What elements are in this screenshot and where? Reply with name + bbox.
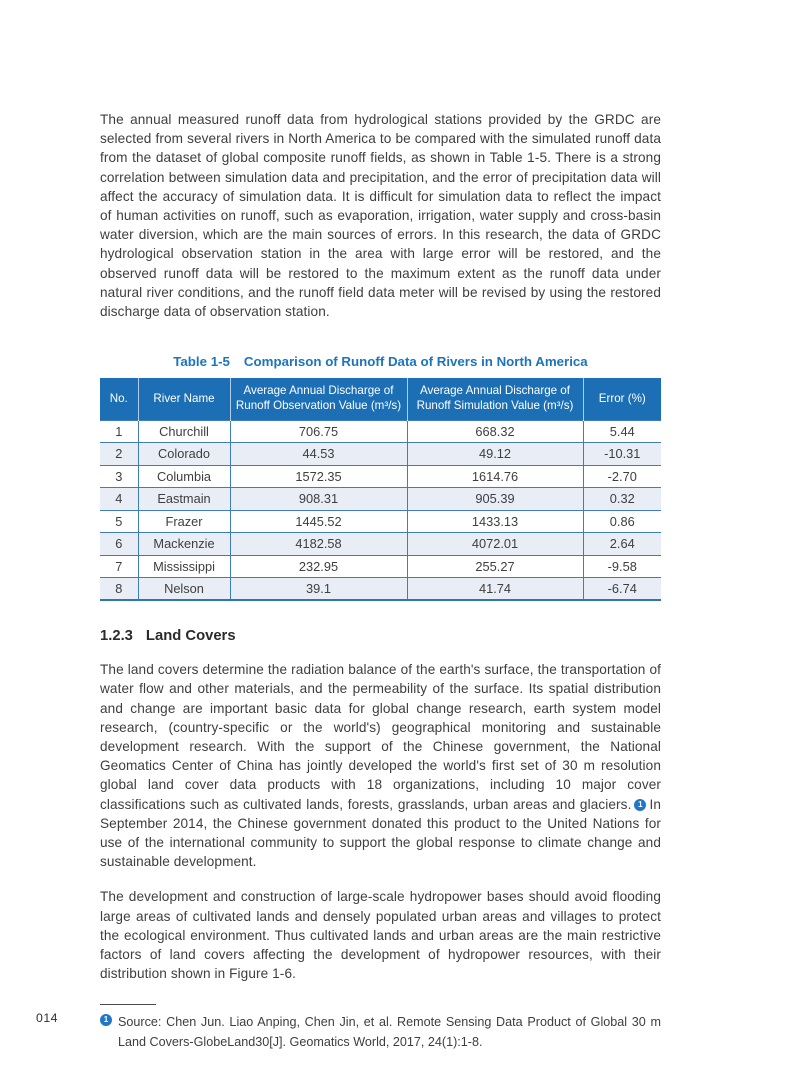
footnote bbox=[100, 1012, 661, 1052]
cell-simulation: 668.32 bbox=[407, 420, 583, 443]
section-heading-land-covers bbox=[100, 628, 661, 644]
cell-error: -2.70 bbox=[583, 465, 661, 488]
cell-error: -6.74 bbox=[583, 578, 661, 601]
cell-river: Churchill bbox=[138, 420, 230, 443]
table-row bbox=[100, 443, 661, 466]
cell-no: 6 bbox=[100, 533, 138, 556]
cell-simulation: 905.39 bbox=[407, 488, 583, 511]
cell-simulation: 1433.13 bbox=[407, 510, 583, 533]
cell-observation: 908.31 bbox=[230, 488, 407, 511]
table-row bbox=[100, 510, 661, 533]
cell-error: 0.32 bbox=[583, 488, 661, 511]
cell-error: -10.31 bbox=[583, 443, 661, 466]
cell-no: 8 bbox=[100, 578, 138, 601]
table-label: Table 1-5 bbox=[173, 354, 230, 370]
cell-river: Frazer bbox=[138, 510, 230, 533]
cell-river: Mackenzie bbox=[138, 533, 230, 556]
cell-observation: 1572.35 bbox=[230, 465, 407, 488]
hydropower-paragraph: The development and construction of large-scale hydropower bases should avoid flooding large areas of cultivated lands and densely populated urban areas and villages to protect the ecological environment. Thus cultivated lands and urban areas are the main restrictive factors of land covers affecting the development of hydropower resources, with their distribution shown in Figure 1-6. bbox=[100, 889, 661, 982]
table-caption-text: Comparison of Runoff Data of Rivers in North America bbox=[243, 354, 588, 370]
intro-paragraph: The annual measured runoff data from hydrological stations provided by the GRDC are selected from several rivers in North America to be compared with the simulated runoff data from the dataset of global composite runoff fields, as shown in Table 1-5. There is a strong correlation between simulation data and precipitation, and the error of precipitation data will affect the accuracy of simulation data. It is difficult for simulation data to reflect the impact of human activities on runoff, such as evaporation, irrigation, water supply and cross-basin water diversion, which are the main sources of errors. In this research, the data of GRDC hydrological observation station in the area with large error will be restored, and the observed runoff data will be restored to the maximum extent as the runoff data under natural river conditions, and the runoff field data meter will be revised by using the restored discharge data of observation station. bbox=[100, 112, 661, 320]
cell-no: 3 bbox=[100, 465, 138, 488]
land-covers-text-before-footnote: The land covers determine the radiation balance of the earth's surface, the transportation of water flow and other materials, and the permeability of the surface. Its spatial distribution and change are important basic data for global change research, earth system model research, (country-specific or the world's) geographical monitoring and sustainable development research. With the support of the Chinese government, the National Geomatics Center of China has jointly developed the world's first set of 30 m resolution global land cover data products with 18 organizations, including 10 major cover classifications such as cultivated lands, forests, grasslands, urban areas and glaciers. bbox=[100, 662, 661, 812]
cell-no: 5 bbox=[100, 510, 138, 533]
cell-simulation: 255.27 bbox=[407, 555, 583, 578]
column-header-no: No. bbox=[100, 378, 138, 420]
cell-observation: 706.75 bbox=[230, 420, 407, 443]
column-header-river-name: River Name bbox=[138, 378, 230, 420]
cell-observation: 39.1 bbox=[230, 578, 407, 601]
footnote-reference-icon: 1 bbox=[634, 799, 646, 811]
footnote-marker-icon: 1 bbox=[100, 1014, 112, 1026]
runoff-comparison-table bbox=[100, 378, 661, 601]
table-row bbox=[100, 578, 661, 601]
section-title: Land Covers bbox=[145, 628, 236, 645]
cell-error: 5.44 bbox=[583, 420, 661, 443]
column-header-error: Error (%) bbox=[583, 378, 661, 420]
cell-error: 2.64 bbox=[583, 533, 661, 556]
cell-no: 1 bbox=[100, 420, 138, 443]
cell-river: Mississippi bbox=[138, 555, 230, 578]
footnote-text: Source: Chen Jun. Liao Anping, Chen Jin, et al. Remote Sensing Data Product of Global 30 m Land Covers-GlobeLand30[J]. Geomatics World, 2017, 24(1):1-8. bbox=[118, 1015, 661, 1050]
cell-simulation: 41.74 bbox=[407, 578, 583, 601]
table-caption bbox=[100, 354, 661, 369]
table-row bbox=[100, 465, 661, 488]
cell-error: 0.86 bbox=[583, 510, 661, 533]
page-content bbox=[100, 0, 661, 1052]
table-header-row bbox=[100, 378, 661, 420]
cell-error: -9.58 bbox=[583, 555, 661, 578]
cell-no: 2 bbox=[100, 443, 138, 466]
section-number: 1.2.3 bbox=[100, 628, 133, 645]
land-covers-text-after-footnote: In September 2014, the Chinese government donated this product to the United Nations for use of the international community to support the global response to climate change and sustainable development. bbox=[100, 796, 661, 870]
cell-simulation: 49.12 bbox=[407, 443, 583, 466]
land-covers-paragraph bbox=[100, 660, 661, 871]
cell-no: 4 bbox=[100, 488, 138, 511]
cell-observation: 1445.52 bbox=[230, 510, 407, 533]
table-row bbox=[100, 488, 661, 511]
table-row bbox=[100, 555, 661, 578]
cell-river: Columbia bbox=[138, 465, 230, 488]
cell-river: Colorado bbox=[138, 443, 230, 466]
cell-river: Nelson bbox=[138, 578, 230, 601]
cell-observation: 44.53 bbox=[230, 443, 407, 466]
cell-river: Eastmain bbox=[138, 488, 230, 511]
cell-no: 7 bbox=[100, 555, 138, 578]
column-header-simulation: Average Annual Discharge of Runoff Simulation Value (m³/s) bbox=[407, 378, 583, 420]
cell-simulation: 1614.76 bbox=[407, 465, 583, 488]
column-header-observation: Average Annual Discharge of Runoff Observation Value (m³/s) bbox=[230, 378, 407, 420]
cell-simulation: 4072.01 bbox=[407, 533, 583, 556]
table-row bbox=[100, 420, 661, 443]
cell-observation: 232.95 bbox=[230, 555, 407, 578]
page-number: 014 bbox=[36, 1011, 59, 1025]
footnote-divider bbox=[100, 1004, 156, 1005]
table-row bbox=[100, 533, 661, 556]
cell-observation: 4182.58 bbox=[230, 533, 407, 556]
